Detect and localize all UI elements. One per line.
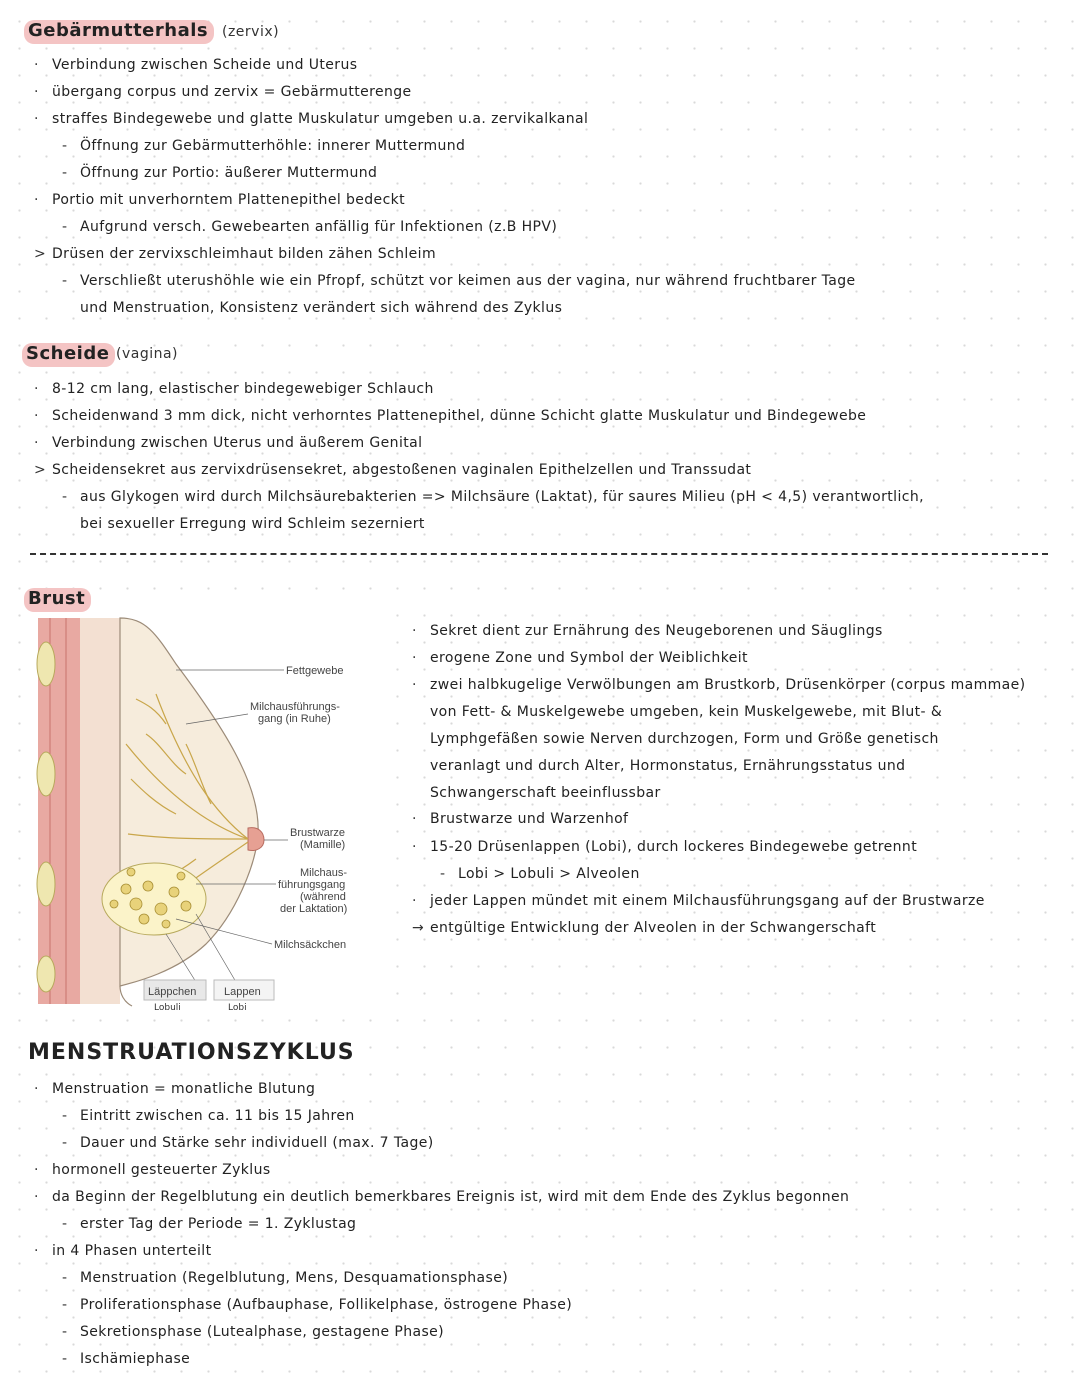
- list-item-continuation: [430, 757, 905, 775]
- arrow-icon: >: [34, 462, 47, 478]
- list-item: [440, 865, 640, 883]
- list-item: [34, 1161, 271, 1179]
- list-item-continuation: [430, 784, 661, 802]
- list-item: [62, 1215, 356, 1233]
- bullet-icon: ·: [34, 1189, 39, 1205]
- list-item: [34, 407, 866, 425]
- list-item: [412, 622, 883, 640]
- dash-icon: -: [62, 1297, 68, 1313]
- bullet-icon: ·: [34, 111, 39, 127]
- list-item: [62, 1296, 572, 1314]
- list-item-continuation: [430, 703, 942, 721]
- bullet-icon: ·: [34, 435, 39, 451]
- line-text: Öffnung zur Portio: äußerer Muttermund: [80, 165, 378, 181]
- list-item: [62, 218, 557, 236]
- line-text: 15-20 Drüsenlappen (Lobi), durch lockeres Bindegewebe getrennt: [430, 839, 918, 855]
- dash-icon: -: [440, 866, 446, 882]
- list-item: [62, 1269, 508, 1287]
- list-item: [34, 245, 436, 263]
- label-lappen: Lappen: [224, 986, 261, 998]
- list-item-continuation: [430, 730, 939, 748]
- line-text: Scheidensekret aus zervixdrüsensekret, abgestoßenen vaginalen Epithelzellen und Transsudat: [52, 462, 752, 478]
- rib: [37, 642, 55, 686]
- line-text: Lymphgefäßen sowie Nerven durchzogen, Form und Größe genetisch: [430, 731, 939, 747]
- list-item: [62, 272, 856, 290]
- label-fettgewebe: Fettgewebe: [286, 665, 344, 677]
- bullet-icon: ·: [34, 1081, 39, 1097]
- dash-icon: -: [62, 1351, 68, 1367]
- dash-icon: -: [62, 489, 68, 505]
- line-text: Menstruation (Regelblutung, Mens, Desquamationsphase): [80, 1270, 509, 1286]
- label-milchlakt-3: (während: [300, 891, 346, 903]
- label-milchlakt-4: der Laktation): [280, 903, 348, 915]
- dash-icon: -: [62, 1216, 68, 1232]
- arrow-icon: →: [412, 920, 425, 936]
- line-text: bei sexueller Erregung wird Schleim sezerniert: [80, 516, 425, 532]
- arrow-icon: >: [34, 246, 47, 262]
- line-text: entgültige Entwicklung der Alveolen in der Schwangerschaft: [430, 920, 877, 936]
- list-item: [62, 1350, 190, 1368]
- list-item: [34, 1188, 849, 1206]
- list-item: [62, 137, 465, 155]
- dash-icon: -: [62, 1135, 68, 1151]
- line-text: aus Glykogen wird durch Milchsäurebakterien => Milchsäure (Laktat), für saures Milieu (pH < 4,5) verantwortlich,: [80, 489, 924, 505]
- line-text: Sekret dient zur Ernährung des Neugeborenen und Säuglings: [430, 623, 883, 639]
- bullet-icon: ·: [412, 677, 417, 693]
- bullet-icon: ·: [412, 811, 417, 827]
- line-text: jeder Lappen mündet mit einem Milchausführungsgang auf der Brustwarze: [430, 893, 985, 909]
- bullet-icon: ·: [34, 84, 39, 100]
- list-item: [34, 1242, 211, 1260]
- line-text: Verschließt uterushöhle wie ein Pfropf, schützt vor keimen aus der vagina, nur während fruchtbarer Tage: [80, 273, 856, 289]
- dash-icon: -: [62, 165, 68, 181]
- subcutaneous-layer: [80, 618, 120, 1004]
- dash-icon: -: [62, 1324, 68, 1340]
- label-milchgang-1: Milchausführungs-: [250, 701, 340, 713]
- list-item: [62, 1323, 444, 1341]
- dash-icon: -: [62, 273, 68, 289]
- line-text: Sekretionsphase (Lutealphase, gestagene Phase): [80, 1324, 445, 1340]
- rib: [37, 956, 55, 992]
- breast-anatomy-diagram: [36, 614, 376, 1014]
- line-text: Schwangerschaft beeinflussbar: [430, 785, 661, 801]
- list-item: [62, 164, 377, 182]
- line-text: Brustwarze und Warzenhof: [430, 811, 629, 827]
- line-text: Menstruation = monatliche Blutung: [52, 1081, 316, 1097]
- label-milchlakt-2: führungsgang: [278, 879, 346, 891]
- list-item: [412, 810, 628, 828]
- list-item: [34, 56, 357, 74]
- heading-menstruationszyklus: MENSTRUATIONSZYKLUS: [28, 1040, 355, 1065]
- lobule-cluster: [102, 863, 206, 935]
- list-item: [412, 919, 876, 937]
- line-text: hormonell gesteuerter Zyklus: [52, 1162, 271, 1178]
- bullet-icon: ·: [34, 192, 39, 208]
- list-item: [62, 1134, 434, 1152]
- line-text: straffes Bindegewebe und glatte Muskulatur umgeben u.a. zervikalkanal: [52, 111, 589, 127]
- rib: [37, 862, 55, 906]
- line-text: erster Tag der Periode = 1. Zyklustag: [80, 1216, 357, 1232]
- line-text: Drüsen der zervixschleimhaut bilden zähen Schleim: [52, 246, 436, 262]
- label-laeppchen: Läppchen: [148, 986, 197, 998]
- heading-gebaermutterhals: Gebärmutterhals: [24, 20, 214, 44]
- list-item-continuation: [80, 515, 425, 533]
- list-item-continuation: [80, 299, 562, 317]
- list-item: [412, 838, 917, 856]
- section-divider: [30, 553, 1048, 555]
- line-text: Aufgrund versch. Gewebearten anfällig für Infektionen (z.B HPV): [80, 219, 558, 235]
- bullet-icon: ·: [412, 623, 417, 639]
- line-text: Ischämiephase: [80, 1351, 191, 1367]
- list-item: [62, 488, 924, 506]
- line-text: 8-12 cm lang, elastischer bindegewebiger Schlauch: [52, 381, 434, 397]
- bullet-icon: ·: [34, 381, 39, 397]
- line-text: Scheidenwand 3 mm dick, nicht verhorntes Plattenepithel, dünne Schicht glatte Muskulatur und Bindegewebe: [52, 408, 867, 424]
- list-item: [34, 461, 751, 479]
- line-text: Öffnung zur Gebärmutterhöhle: innerer Muttermund: [80, 138, 466, 154]
- label-milchsaeckchen: Milchsäckchen: [274, 939, 347, 951]
- bullet-icon: ·: [412, 893, 417, 909]
- label-milchlakt-1: Milchaus-: [300, 867, 348, 879]
- bullet-icon: ·: [34, 57, 39, 73]
- line-text: Proliferationsphase (Aufbauphase, Follikelphase, östrogene Phase): [80, 1297, 573, 1313]
- heading-note-zervix: (zervix): [222, 24, 280, 40]
- bullet-icon: ·: [34, 1162, 39, 1178]
- line-text: Verbindung zwischen Scheide und Uterus: [52, 57, 358, 73]
- bullet-icon: ·: [412, 650, 417, 666]
- bullet-icon: ·: [34, 1243, 39, 1259]
- list-item: [34, 110, 588, 128]
- list-item: [34, 83, 412, 101]
- label-brustwarze-2: (Mamille): [300, 839, 346, 851]
- dash-icon: -: [62, 1270, 68, 1286]
- dash-icon: -: [62, 219, 68, 235]
- list-item: [412, 649, 748, 667]
- line-text: und Menstruation, Konsistenz verändert sich während des Zyklus: [80, 300, 563, 316]
- rib: [37, 752, 55, 796]
- line-text: erogene Zone und Symbol der Weiblichkeit: [430, 650, 748, 666]
- list-item: [412, 892, 985, 910]
- label-lobi: Lobi: [228, 1003, 247, 1013]
- heading-note-vagina: (vagina): [116, 346, 179, 362]
- list-item: [34, 191, 405, 209]
- list-item: [34, 434, 422, 452]
- line-text: Eintritt zwischen ca. 11 bis 15 Jahren: [80, 1108, 355, 1124]
- label-milchgang-2: gang (in Ruhe): [258, 713, 331, 725]
- line-text: zwei halbkugelige Verwölbungen am Brustkorb, Drüsenkörper (corpus mammae): [430, 677, 1026, 693]
- line-text: in 4 Phasen unterteilt: [52, 1243, 212, 1259]
- list-item: [412, 676, 1026, 694]
- dash-icon: -: [62, 138, 68, 154]
- line-text: Lobi > Lobuli > Alveolen: [458, 866, 640, 882]
- line-text: veranlagt und durch Alter, Hormonstatus, Ernährungsstatus und: [430, 758, 906, 774]
- list-item: [34, 1080, 315, 1098]
- line-text: Portio mit unverhorntem Plattenepithel bedeckt: [52, 192, 406, 208]
- heading-brust: Brust: [24, 588, 91, 612]
- line-text: da Beginn der Regelblutung ein deutlich bemerkbares Ereignis ist, wird mit dem Ende des Zyklus begonnen: [52, 1189, 850, 1205]
- list-item: [62, 1107, 355, 1125]
- line-text: übergang corpus und zervix = Gebärmutterenge: [52, 84, 412, 100]
- dash-icon: -: [62, 1108, 68, 1124]
- line-text: von Fett- & Muskelgewebe umgeben, kein Muskelgewebe, mit Blut- &: [430, 704, 943, 720]
- bullet-icon: ·: [34, 408, 39, 424]
- label-brustwarze-1: Brustwarze: [290, 827, 346, 839]
- label-lobuli: Lobuli: [154, 1003, 181, 1013]
- list-item: [34, 380, 434, 398]
- bullet-icon: ·: [412, 839, 417, 855]
- line-text: Dauer und Stärke sehr individuell (max. 7 Tage): [80, 1135, 434, 1151]
- heading-scheide: Scheide: [22, 343, 115, 367]
- line-text: Verbindung zwischen Uterus und äußerem Genital: [52, 435, 423, 451]
